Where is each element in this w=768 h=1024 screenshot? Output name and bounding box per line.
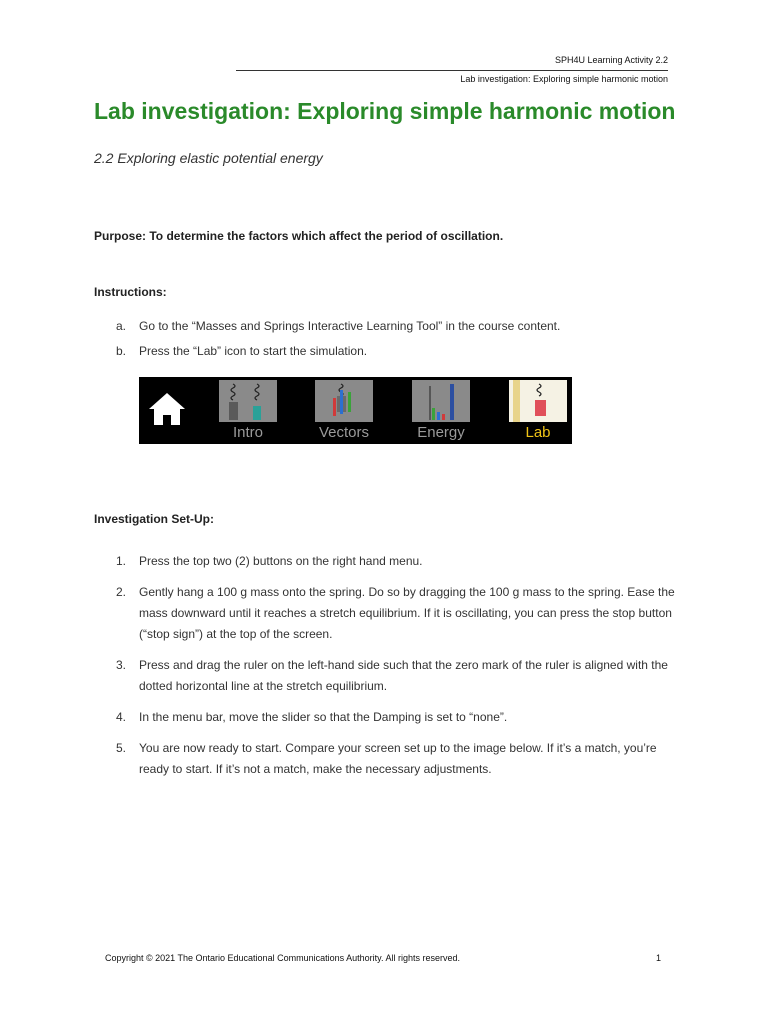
page-subtitle: 2.2 Exploring elastic potential energy — [94, 150, 323, 166]
energy-thumbnail — [412, 380, 470, 422]
page-title: Lab investigation: Exploring simple harmonic motion — [94, 98, 676, 124]
list-item — [116, 655, 676, 697]
list-marker: 1. — [116, 554, 127, 568]
tab-label: Intro — [232, 424, 263, 441]
list-item — [116, 319, 560, 344]
tab-lab — [507, 379, 569, 441]
list-item-text: In the menu bar, move the slider so that the Damping is set to “none”. — [139, 710, 508, 724]
setup-heading: Investigation Set-Up: — [94, 512, 215, 526]
list-marker: b. — [116, 344, 127, 358]
list-item-text: Press and drag the ruler on the left-hand side such that the zero mark of the ruler is aligned with the dotted horizontal line at the stretch equilibrium. — [139, 658, 668, 693]
list-item-text: You are now ready to start. Compare your screen set up to the image below. If it’s a match, you’re ready to start. If it’s not a match, make the necessary adjustments. — [139, 741, 657, 776]
lab-thumbnail — [509, 380, 567, 422]
tab-energy — [410, 379, 472, 441]
instructions-heading: Instructions: — [94, 285, 167, 299]
page-number: 1 — [655, 953, 661, 963]
tab-vectors — [313, 379, 375, 441]
list-marker: 5. — [116, 741, 127, 755]
header-course: SPH4U Learning Activity 2.2 — [554, 55, 668, 65]
list-marker: 2. — [116, 585, 127, 599]
list-marker: a. — [116, 319, 127, 333]
purpose-statement: Purpose: To determine the factors which affect the period of oscillation. — [94, 229, 504, 243]
vectors-thumbnail — [315, 380, 373, 422]
intro-thumbnail — [219, 380, 277, 422]
list-marker: 4. — [116, 710, 127, 724]
list-marker: 3. — [116, 658, 127, 672]
list-item — [116, 738, 676, 780]
header-subtitle: Lab investigation: Exploring simple harmonic motion — [460, 74, 668, 84]
list-item — [116, 582, 676, 645]
list-item-text: Gently hang a 100 g mass onto the spring. Do so by dragging the 100 g mass to the spring. Ease the mass downward until it reaches a stretch equilibrium. If it is oscillating, you can press the stop button (“stop sign”) at the top of the screen. — [139, 585, 675, 641]
tab-label: Energy — [417, 424, 465, 441]
list-item-text: Press the “Lab” icon to start the simulation. — [139, 344, 368, 358]
copyright-footer: Copyright © 2021 The Ontario Educational Communications Authority. All rights reserved. — [105, 953, 460, 963]
header-divider — [236, 70, 668, 71]
list-item-text: Press the top two (2) buttons on the right hand menu. — [139, 554, 423, 568]
setup-list — [116, 551, 676, 790]
list-item — [116, 344, 560, 369]
simulation-toolbar-image — [139, 377, 572, 444]
tab-label: Vectors — [318, 424, 370, 441]
list-item — [116, 551, 676, 572]
tab-intro — [217, 379, 279, 441]
list-item-text: Go to the “Masses and Springs Interactive Learning Tool” in the course content. — [139, 319, 561, 333]
tab-label: Lab — [525, 424, 551, 441]
instructions-list — [116, 319, 560, 369]
list-item — [116, 707, 676, 728]
home-icon — [147, 391, 187, 427]
